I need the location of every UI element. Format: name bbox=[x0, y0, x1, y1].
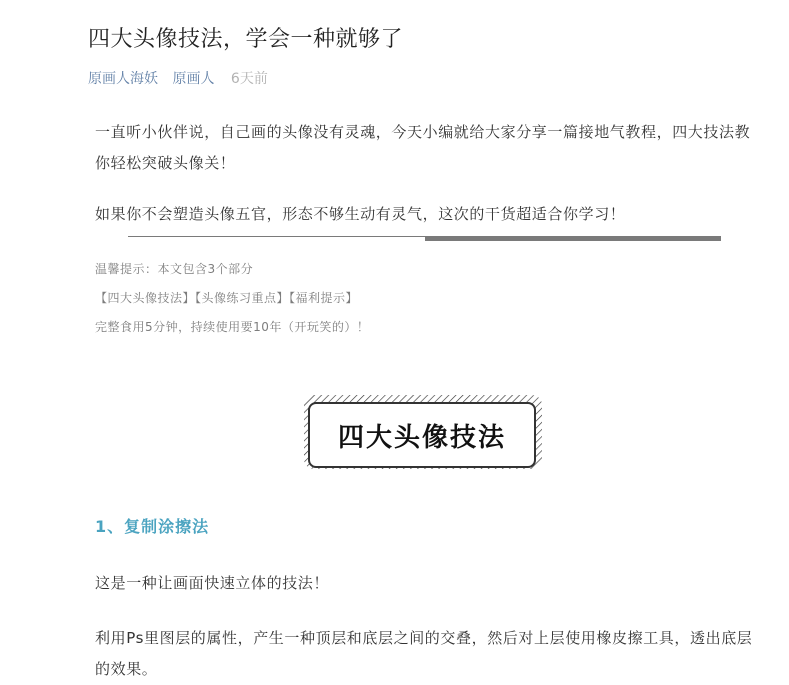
section-paragraph-1: 这是一种让画面快速立体的技法！ bbox=[95, 574, 330, 592]
account-link[interactable]: 原画人 bbox=[172, 71, 215, 87]
intro-paragraph-2: 如果你不会塑造头像五官，形态不够生动有灵气，这次的干货超适合你学习！ bbox=[95, 205, 626, 223]
badge-label: 四大头像技法 bbox=[308, 402, 536, 468]
section-divider bbox=[128, 236, 721, 242]
section-heading: 1、复制涂擦法 bbox=[95, 517, 210, 536]
tip-line-1: 温馨提示：本文包含3个部分 bbox=[95, 262, 254, 276]
section-title-badge bbox=[300, 395, 542, 473]
tip-line-3: 完整食用5分钟，持续使用要10年（开玩笑的）！ bbox=[95, 320, 370, 334]
divider-thin-line bbox=[128, 236, 425, 237]
intro-paragraph-1: 一直听小伙伴说，自己画的头像没有灵魂，今天小编就给大家分享一篇接地气教程，四大技法教你轻松突破头像关！ bbox=[95, 123, 751, 172]
article-meta bbox=[88, 68, 268, 88]
section-paragraph-2: 利用Ps里图层的属性，产生一种顶层和底层之间的交叠，然后对上层使用橡皮擦工具，透出底层的效果。 bbox=[95, 629, 753, 678]
author-link[interactable]: 原画人海妖 bbox=[88, 71, 158, 87]
publish-time: 6天前 bbox=[230, 71, 268, 87]
tip-line-2: 【四大头像技法】【头像练习重点】【福利提示】 bbox=[95, 291, 359, 305]
divider-thick-line bbox=[425, 236, 721, 241]
article-title: 四大头像技法，学会一种就够了 bbox=[88, 27, 404, 52]
